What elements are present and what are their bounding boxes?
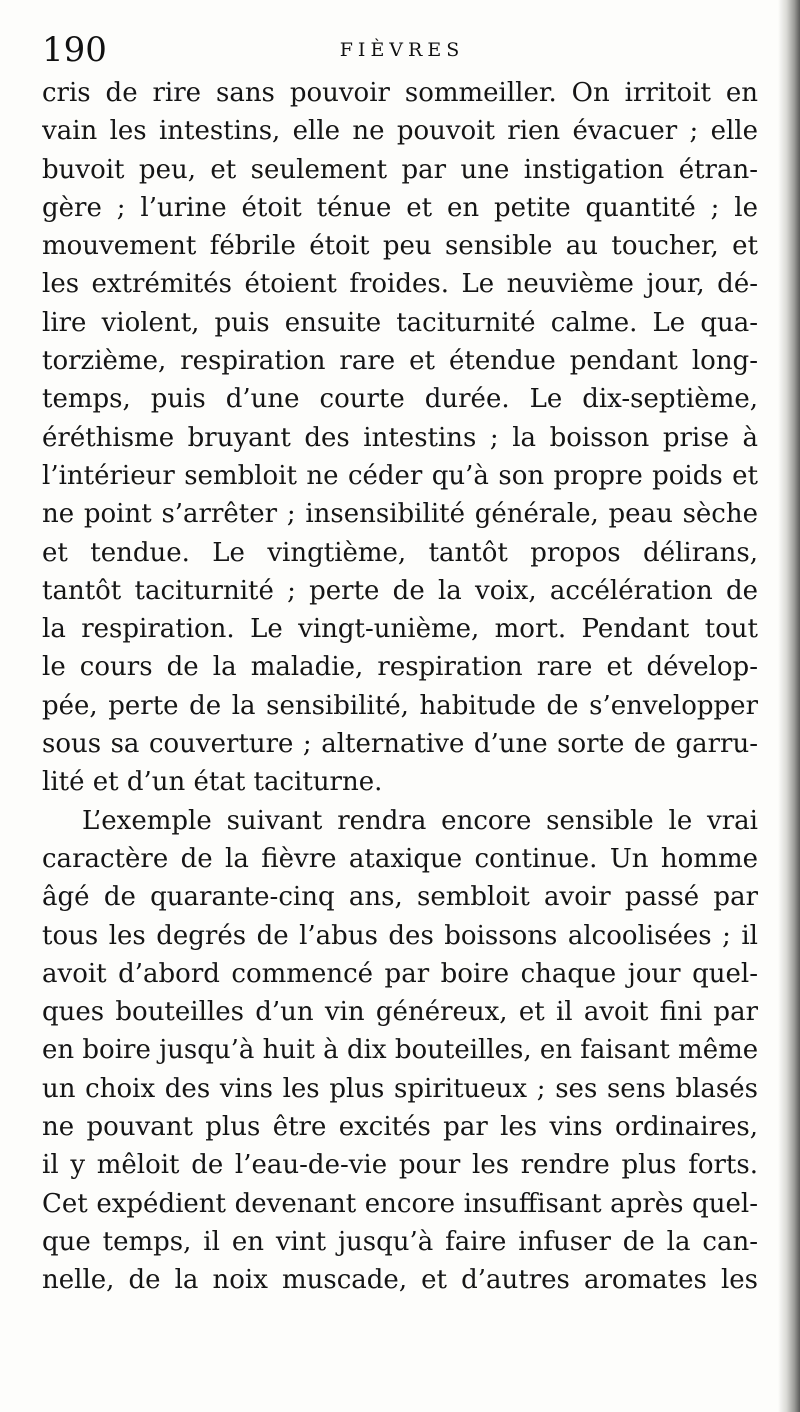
text-line: et tendue. Le vingtième, tantôt propos délirans, [42, 537, 758, 568]
page-number: 190 [42, 30, 107, 70]
text-line: ques bouteilles d’un vin généreux, et il avoit fini par [42, 997, 758, 1028]
text-line: cris de rire sans pouvoir sommeiller. On irritoit en [42, 78, 758, 108]
text-line: la respiration. Le vingt-unième, mort. Pendant tout [42, 614, 758, 645]
text-line: ne point s’arrêter ; insensibilité générale, peau sèche [42, 499, 758, 530]
text-line: vain les intestins, elle ne pouvoit rien évacuer ; elle [42, 116, 758, 147]
text-line: lire violent, puis ensuite taciturnité calme. Le qua- [42, 307, 758, 338]
text-line: sous sa couverture ; alternative d’une sorte de garru- [42, 729, 758, 760]
text-line: pée, perte de la sensibilité, habitude de s’envelopper [42, 690, 758, 721]
text-line: l’intérieur sembloit ne céder qu’à son propre poids et [42, 460, 758, 491]
text-line: éréthisme bruyant des intestins ; la boisson prise à [42, 422, 758, 453]
body-text [42, 74, 758, 1300]
paragraph-2 [42, 802, 758, 1300]
page-edge-shadow [778, 0, 800, 1412]
running-head: FIÈVRES [339, 39, 465, 61]
paragraph-1 [42, 74, 758, 802]
text-line: âgé de quarante-cinq ans, sembloit avoir passé par [42, 882, 758, 913]
text-line: en boire jusqu’à huit à dix bouteilles, en faisant même [42, 1035, 758, 1066]
text-line: L’exemple suivant rendra encore sensible le vrai [82, 805, 758, 836]
text-line: un choix des vins les plus spiritueux ; ses sens blasés [42, 1073, 758, 1104]
page-header [42, 30, 762, 70]
text-line: que temps, il en vint jusqu’à faire infuser de la can- [42, 1226, 758, 1257]
text-line: nelle, de la noix muscade, et d’autres aromates les [42, 1265, 758, 1296]
text-line: lité et d’un état taciturne. [42, 767, 383, 798]
text-line: tous les degrés de l’abus des boissons alcoolisées ; il [42, 920, 758, 951]
text-line: caractère de la fièvre ataxique continue. Un homme [42, 843, 758, 874]
text-line: le cours de la maladie, respiration rare et dévelop- [42, 652, 758, 683]
text-line: torzième, respiration rare et étendue pendant long- [42, 346, 758, 377]
text-line: ne pouvant plus être excités par les vins ordinaires, [42, 1112, 758, 1143]
text-line: il y mêloit de l’eau-de-vie pour les rendre plus forts. [42, 1150, 758, 1181]
text-line: gère ; l’urine étoit ténue et en petite quantité ; le [42, 192, 758, 223]
text-line: les extrémités étoient froides. Le neuvième jour, dé- [42, 269, 758, 300]
text-line: mouvement fébrile étoit peu sensible au toucher, et [42, 231, 758, 262]
text-line: tantôt taciturnité ; perte de la voix, accélération de [42, 575, 758, 606]
text-line: Cet expédient devenant encore insuffisant après quel- [42, 1188, 758, 1219]
text-line: avoit d’abord commencé par boire chaque jour quel- [42, 958, 758, 989]
text-line: buvoit peu, et seulement par une instigation étran- [42, 154, 758, 185]
text-line: temps, puis d’une courte durée. Le dix-septième, [42, 384, 758, 415]
